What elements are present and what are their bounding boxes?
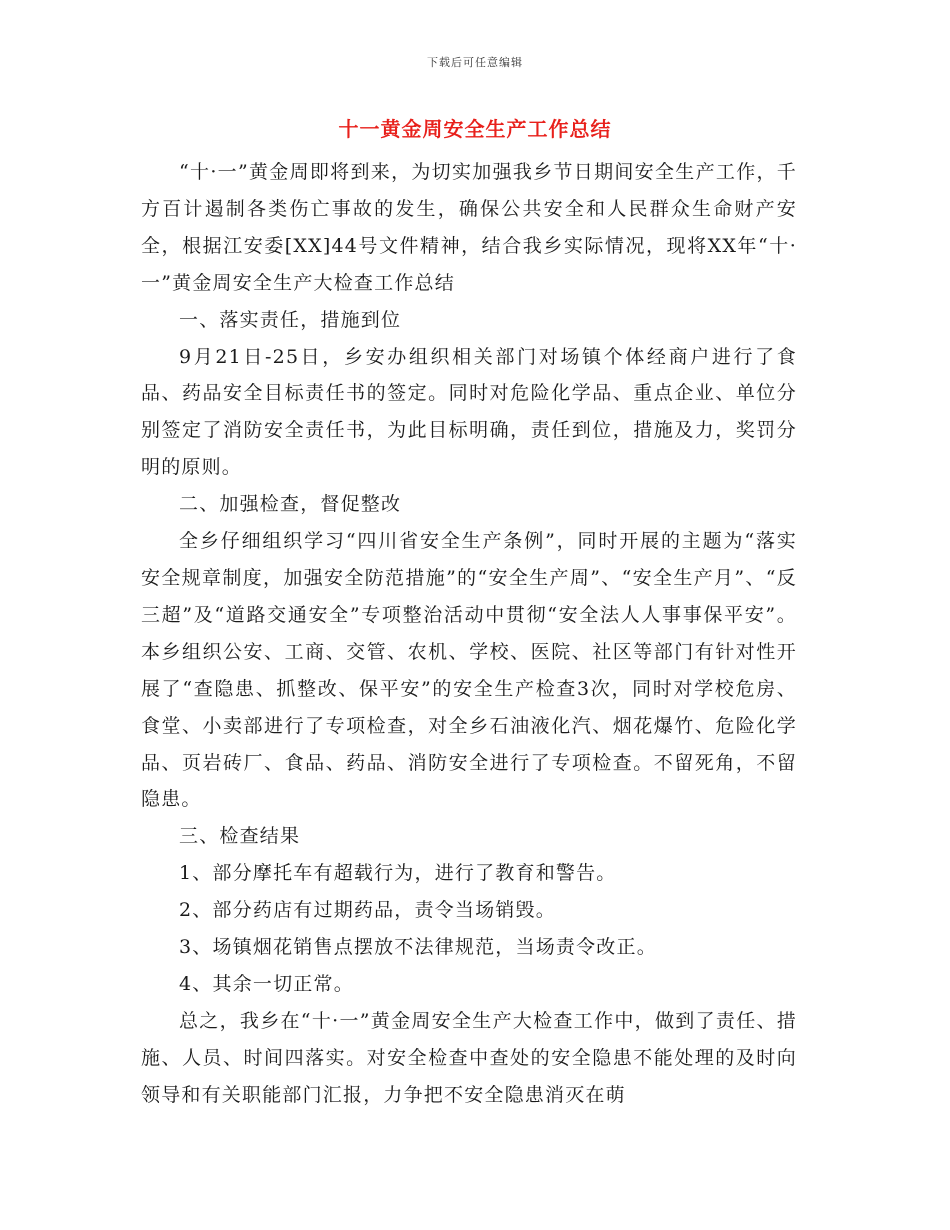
result-item-1: 1、部分摩托车有超载行为，进行了教育和警告。 — [179, 862, 617, 885]
conclusion-paragraph: 总之，我乡在“十·一”黄金周安全生产大检查工作中，做到了责任、措施、人员、时间四落实。对安全检查中查处的安全隐患不能处理的及时向领导和有关职能部门汇报，力争把不安全隐患消灭在萌 — [141, 1009, 797, 1106]
section-1-paragraph: 9月21日-25日，乡安办组织相关部门对场镇个体经商户进行了食品、药品安全目标责任书的签定。同时对危险化学品、重点企业、单位分别签定了消防安全责任书，为此目标明确，责任到位，措施及力，奖罚分明的原则。 — [141, 345, 797, 479]
result-item-2: 2、部分药店有过期药品，责令当场销毁。 — [179, 899, 556, 922]
page-header-note: 下载后可任意编辑 — [427, 56, 523, 69]
section-2-heading: 二、加强检查，督促整改 — [179, 493, 402, 516]
section-3-heading: 三、检查结果 — [179, 825, 301, 848]
document-title: 十一黄金周安全生产工作总结 — [338, 117, 612, 141]
section-2-paragraph: 全乡仔细组织学习“四川省安全生产条例”，同时开展的主题为“落实安全规章制度，加强安全防范措施”的“安全生产周”、“安全生产月”、“反三超”及“道路交通安全”专项整治活动中贯彻“安全法人人事事保平安”。本乡组织公安、工商、交管、农机、学校、医院、社区等部门有针对性开展了“查隐患、抓整改、保平安”的安全生产检查3次，同时对学校危房、食堂、小卖部进行了专项检查，对全乡石油液化汽、烟花爆竹、危险化学品、页岩砖厂、食品、药品、消防安全进行了专项检查。不留死角，不留隐患。 — [141, 530, 797, 811]
section-1-heading: 一、落实责任，措施到位 — [179, 308, 402, 331]
document-body — [141, 154, 797, 1114]
intro-paragraph: “十·一”黄金周即将到来，为切实加强我乡节日期间安全生产工作，千方百计遏制各类伤亡事故的发生，确保公共安全和人民群众生命财产安全，根据江安委[XX]44号文件精神，结合我乡实际情况，现将XX年“十·一”黄金周安全生产大检查工作总结 — [141, 161, 797, 294]
result-item-4: 4、其余一切正常。 — [179, 972, 354, 995]
result-item-3: 3、场镇烟花销售点摆放不法律规范，当场责令改正。 — [179, 936, 657, 959]
